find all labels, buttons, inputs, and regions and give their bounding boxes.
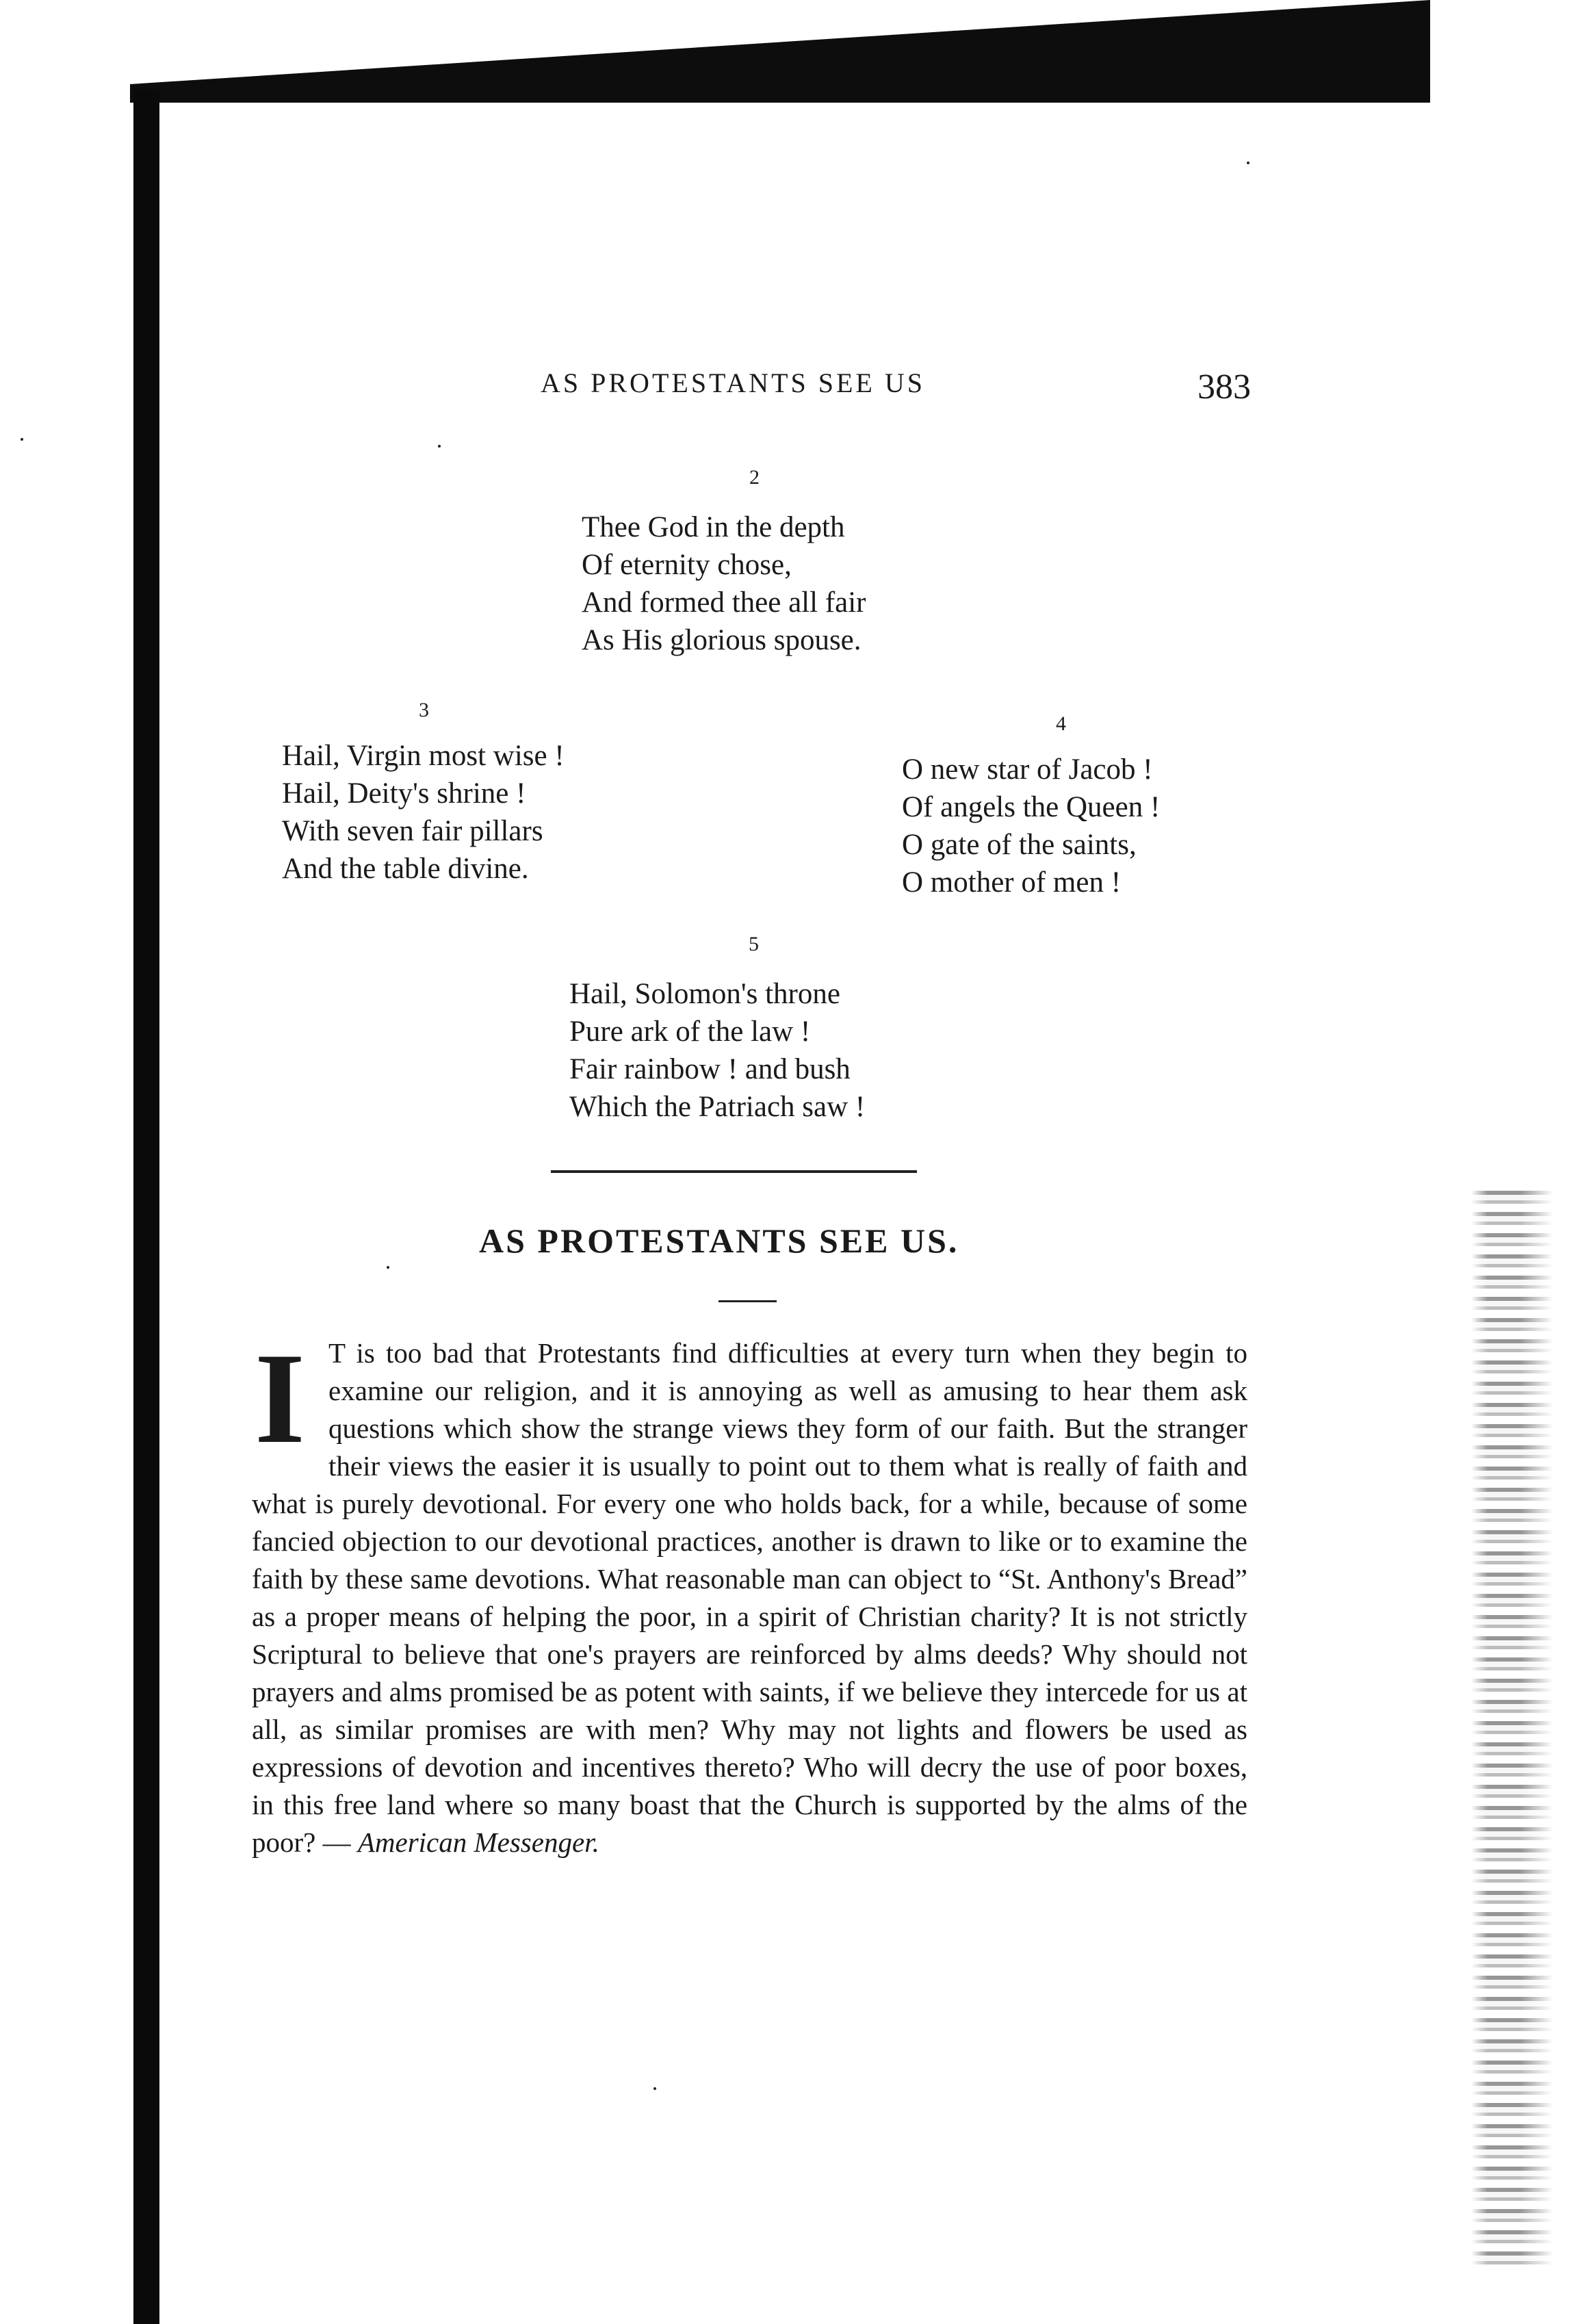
verse-line: Of angels the Queen ! [902, 791, 1161, 823]
verse-line: O mother of men ! [902, 866, 1122, 899]
article-title: AS PROTESTANTS SEE US. [479, 1222, 959, 1260]
verse-line: O gate of the saints, [902, 829, 1137, 861]
stanza-5 [569, 925, 865, 1126]
speck [653, 2087, 656, 2090]
title-underline [718, 1300, 777, 1302]
verse-line: And formed thee all fair [582, 586, 866, 619]
speck [1247, 162, 1249, 164]
section-divider [551, 1170, 917, 1173]
verse-line: Hail, Solomon's throne [569, 978, 840, 1010]
article-text: T is too bad that Protestants find difficulties at every turn when they begin to examine our religion, and it is annoying as well as amusing to hear them ask questions which show the strange views they form of our faith. But the stranger their views the easier it is usually to point out to them what is really of faith and what is purely devotional. For every one who holds back, for a while, because of some fancied objection to our devotional practices, another is drawn to like or to examine the faith by these same devotions. What reasonable man can object to “St. Anthony's Bread” as a proper means of helping the poor, in a spirit of Christian charity? It is not strictly Scriptural to believe that one's prayers are reinforced by alms deeds? Why should not prayers and alms promised be as potent with saints, if we believe they intercede for us at all, as similar promises are with men? Why may not lights and flowers be used as expressions of devotion and incentives thereto? Who will decry the use of poor boxes, in this free land where so many boast that the Church is supported by the alms of the poor? — [252, 1337, 1247, 1858]
verse-line: As His glorious spouse. [582, 624, 862, 656]
stanza-number: 5 [749, 933, 759, 955]
stanza-2 [582, 459, 866, 659]
verse-line: With seven fair pillars [282, 815, 543, 847]
running-head: AS PROTESTANTS SEE US [541, 367, 925, 398]
speck [438, 445, 441, 448]
stanza-4 [902, 705, 1160, 901]
verse-line: And the table divine. [282, 853, 529, 885]
article-source: American Messenger. [357, 1826, 599, 1858]
verse-line: Pure ark of the law ! [569, 1016, 811, 1048]
drop-cap-space [252, 1334, 328, 1484]
article-body [252, 1334, 1247, 1861]
stanza-number: 2 [749, 466, 760, 489]
scan-bleed-right [1471, 1191, 1553, 2272]
page-number: 383 [1197, 367, 1251, 406]
verse-line: Hail, Virgin most wise ! [282, 740, 565, 772]
stanza-3 [282, 691, 565, 888]
verse-line: O new star of Jacob ! [902, 753, 1153, 786]
stanza-number: 4 [1056, 712, 1066, 735]
verse-line: Fair rainbow ! and bush [569, 1053, 851, 1085]
drop-cap: I [255, 1327, 305, 1471]
verse-line: Hail, Deity's shrine ! [282, 777, 526, 810]
verse-line: Thee God in the depth [582, 511, 845, 543]
verse-line: Which the Patriach saw ! [569, 1091, 866, 1123]
verse-line: Of eternity chose, [582, 549, 792, 581]
scan-shadow-left [133, 89, 159, 2324]
stanza-number: 3 [419, 699, 429, 721]
speck [387, 1266, 389, 1269]
speck [21, 438, 23, 441]
